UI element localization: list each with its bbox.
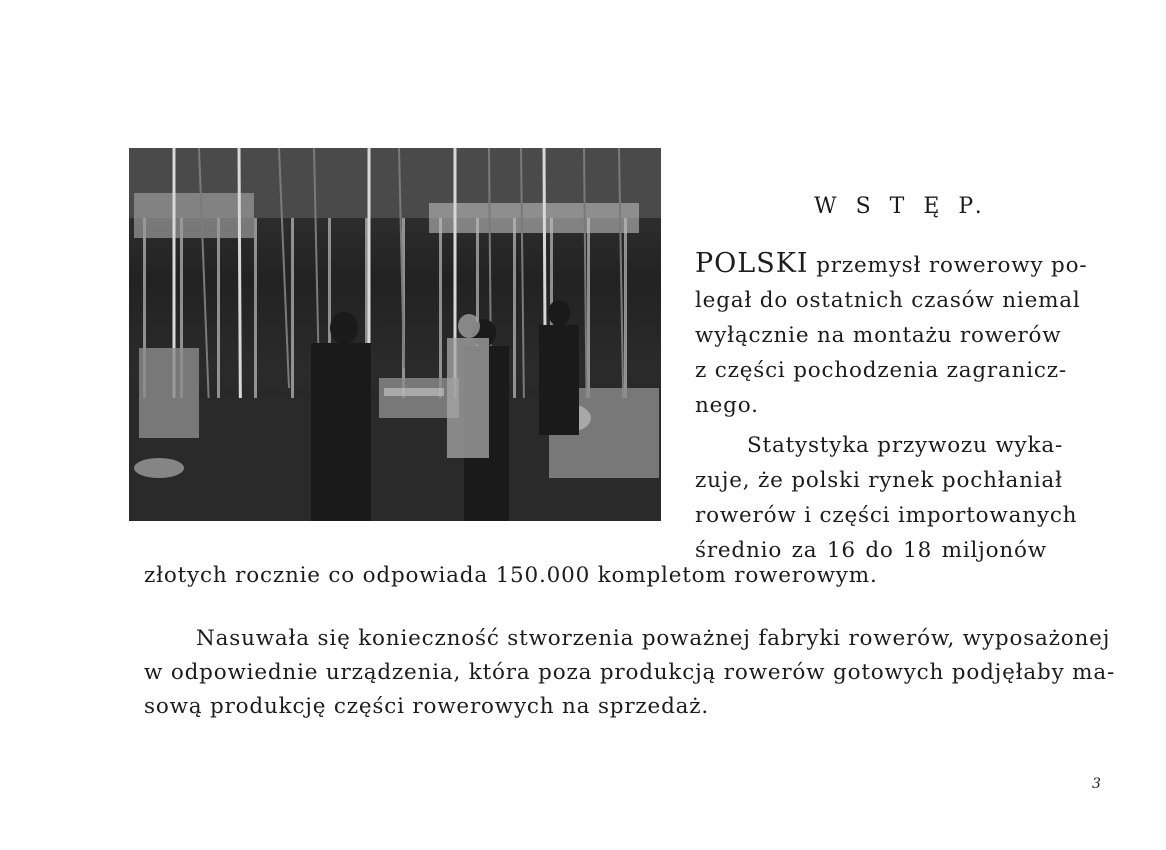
stats-paragraph xyxy=(695,428,1078,568)
section-heading: W S T Ę P. xyxy=(814,194,988,219)
intro-first-word: POLSKI xyxy=(695,248,809,279)
factory-photo-graphic xyxy=(129,148,661,521)
para2-line: Nasuwała się konieczność stworzenia poważnej fabryki rowerów, wyposażonej xyxy=(196,626,1111,651)
factory-workshop-photo xyxy=(129,148,661,521)
intro-line: nego. xyxy=(695,393,759,418)
intro-line: legał do ostatnich czasów niemal xyxy=(695,288,1081,313)
intro-line xyxy=(695,246,1088,283)
stats-line: rowerów i części importowanych xyxy=(695,503,1078,528)
second-paragraph xyxy=(144,622,1116,724)
stats-line: średnio za 16 do 18 miljonów xyxy=(695,538,1047,563)
page-number: 3 xyxy=(1092,776,1101,792)
intro-line-text: przemysł rowerowy po- xyxy=(808,253,1088,278)
intro-line: wyłącznie na montażu rowerów xyxy=(695,323,1062,348)
stats-line: zuje, że polski rynek pochłaniał xyxy=(695,468,1063,493)
stats-line: Statystyka przywozu wyka- xyxy=(747,433,1064,458)
stats-full-line: złotych rocznie co odpowiada 150.000 kompletom rowerowym. xyxy=(144,563,878,588)
para2-line: w odpowiednie urządzenia, która poza produkcją rowerów gotowych podjęłaby ma- xyxy=(144,660,1116,685)
intro-line: z części pochodzenia zagranicz- xyxy=(695,358,1067,383)
intro-paragraph xyxy=(695,246,1088,423)
para2-line: sową produkcję części rowerowych na sprzedaż. xyxy=(144,694,710,719)
